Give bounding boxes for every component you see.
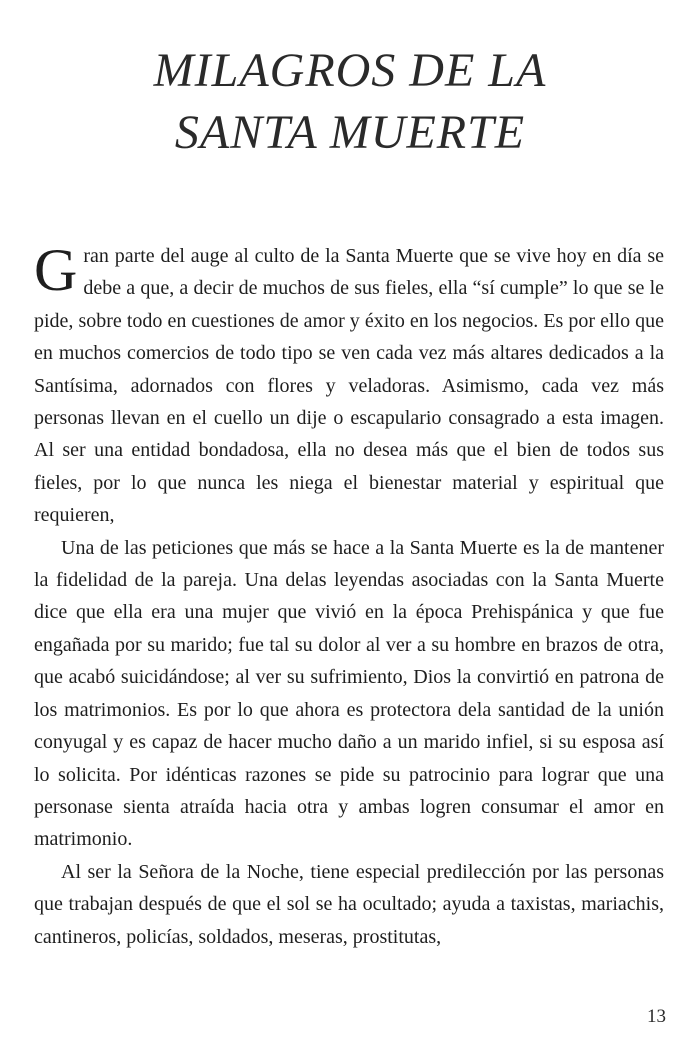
paragraph-2: Una de las peticiones que más se hace a la Santa Muerte es la de mantener la fidelidad de la pareja. Una delas leyendas asociadas con la Santa Muerte dice que ella era una mujer que vivió en la época Prehispánica y que fue engañada por su marido; fue tal su dolor al ver a su hombre en brazos de otra, que acabó suicidándose; al ver su sufrimiento, Dios la convirtió en patrona de los matrimonios. Es por lo que ahora es protectora dela santidad de la unión conyugal y es capaz de hacer mucho daño a un marido infiel, si su esposa así lo solicita. Por idénticas razones se pide su patrocinio para lograr que una personase sienta atraída hacia otra y ambas logren consumar el amor en matrimonio. (34, 536, 664, 851)
page-number: 13 (647, 1006, 666, 1027)
chapter-title-line-2: SANTA MUERTE (174, 106, 526, 159)
body-text (34, 237, 664, 953)
paragraph-3: Al ser la Señora de la Noche, tiene especial predilección por las personas que trabajan después de que el sol se ha ocultado; ayuda a taxistas, mariachis, cantineros, policías, soldados, meseras, prostitutas, (34, 860, 664, 948)
paragraph-1 (34, 237, 664, 532)
drop-cap: G (34, 237, 78, 303)
paragraph-1-text: ran parte del auge al culto de la Santa Muerte que se vive hoy en día se debe a que, a decir de muchos de sus fieles, ella “sí cumple” lo que se le pide, sobre todo en cuestiones de amor y éxito en los negocios. Es por ello que en muchos comercios de todo tipo se ven cada vez más altares dedicados a la Santísima, adornados con flores y veladoras. Asimismo, cada vez más personas llevan en el cuello un dije o escapulario consagrado a esta imagen. Al ser una entidad bondadosa, ella no desea más que el bien de todos sus fieles, por lo que nunca les niega el bienestar material y espiritual que requieren, (34, 245, 664, 527)
chapter-title (0, 40, 700, 164)
chapter-title-line-1: MILAGROS DE LA (153, 44, 547, 97)
